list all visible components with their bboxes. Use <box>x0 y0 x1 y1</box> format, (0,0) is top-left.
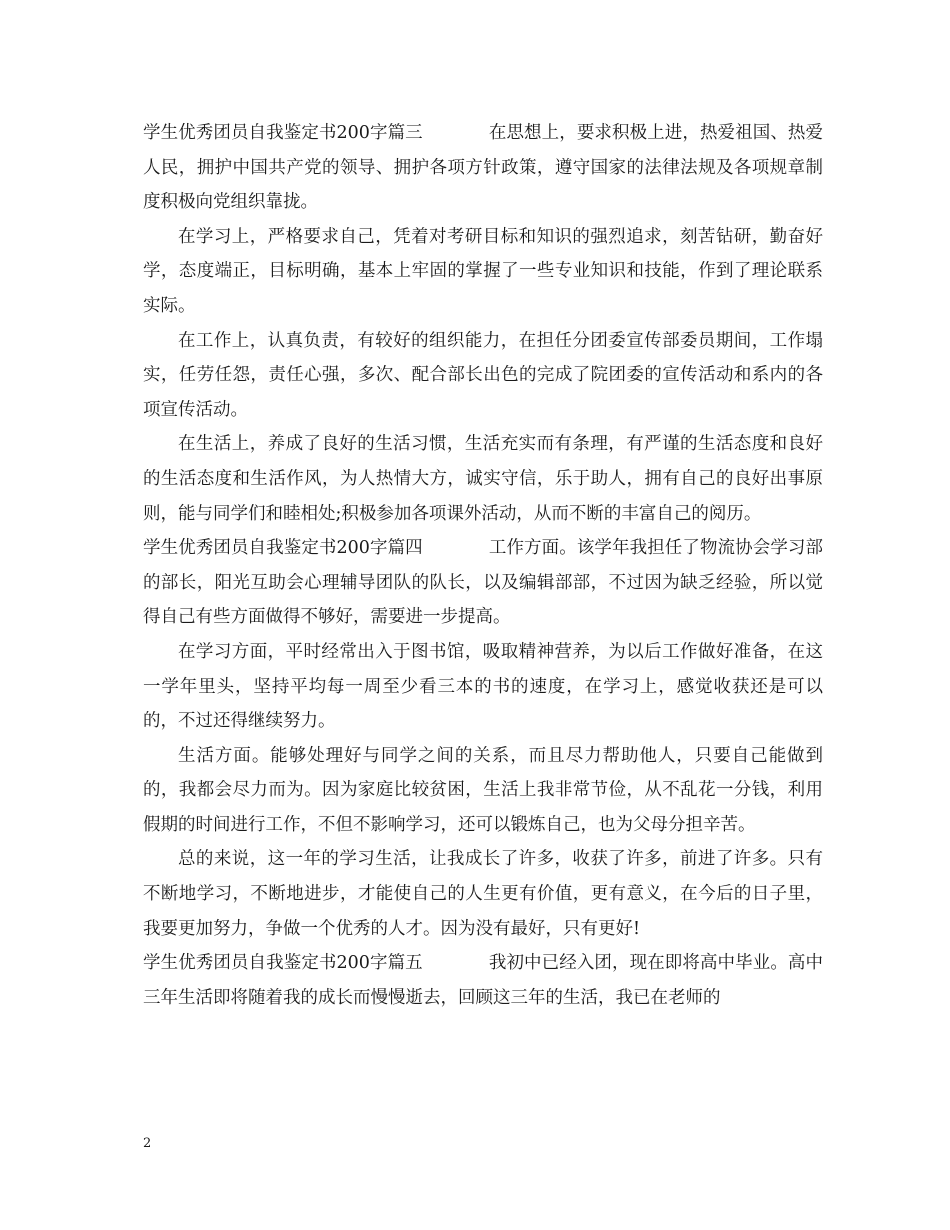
paragraph: 生活方面。能够处理好与同学之间的关系，而且尽力帮助他人，只要自己能做到的，我都会尽力而为。因为家庭比较贫困，生活上我非常节俭，从不乱花一分钱，利用假期的时间进行工作，不但不影响学习，还可以锻炼自己，也为父母分担辛苦。 <box>143 745 823 835</box>
paragraph-section-3-intro <box>143 116 823 220</box>
paragraph: 总的来说，这一年的学习生活，让我成长了许多，收获了许多，前进了许多。只有不断地学习，不断地进步，才能使自己的人生更有价值，更有意义，在今后的日子里，我要更加努力，争做一个优秀的人才。因为没有最好，只有更好! <box>143 849 823 939</box>
paragraph-section-4-intro <box>143 531 823 635</box>
paragraph-text: 我初中已经入团，现在即将高中毕业。高中三年生活即将随着我的成长而慢慢逝去，回顾这三年的生活，我已在老师的 <box>143 953 824 1008</box>
paragraph-text: 工作方面。该学年我担任了物流协会学习部的部长，阳光互助会心理辅导团队的队长，以及编辑部部，不过因为缺乏经验，所以觉得自己有些方面做得不够好，需要进一步提高。 <box>143 538 824 628</box>
document-body <box>143 116 823 1015</box>
paragraph: 在生活上，养成了良好的生活习惯，生活充实而有条理，有严谨的生活态度和良好的生活态度和生活作风，为人热情大方，诚实守信，乐于助人，拥有自己的良好出事原则，能与同学们和睦相处;积极参加各项课外活动，从而不断的丰富自己的阅历。 <box>143 434 823 524</box>
paragraph: 在工作上，认真负责，有较好的组织能力，在担任分团委宣传部委员期间，工作塌实，任劳任怨，责任心强，多次、配合部长出色的完成了院团委的宣传活动和系内的各项宣传活动。 <box>143 330 823 420</box>
section-heading: 学生优秀团员自我鉴定书200字篇三 <box>143 123 423 143</box>
page-number: 2 <box>143 1136 152 1151</box>
section-heading: 学生优秀团员自我鉴定书200字篇四 <box>143 538 423 559</box>
paragraph-text: 在思想上，要求积极上进，热爱祖国、热爱人民，拥护中国共产党的领导、拥护各项方针政策，遵守国家的法律法规及各项规章制度积极向党组织靠拢。 <box>143 123 824 213</box>
paragraph: 在学习上，严格要求自己，凭着对考研目标和知识的强烈追求，刻苦钻研，勤奋好学，态度端正，目标明确，基本上牢固的掌握了一些专业知识和技能，作到了理论联系实际。 <box>143 226 823 316</box>
paragraph: 在学习方面，平时经常出入于图书馆，吸取精神营养，为以后工作做好准备，在这一学年里头，坚持平均每一周至少看三本的书的速度，在学习上，感觉收获还是可以的，不过还得继续努力。 <box>143 641 823 732</box>
paragraph-section-5-intro <box>143 946 823 1015</box>
section-heading: 学生优秀团员自我鉴定书200字篇五 <box>143 953 423 974</box>
